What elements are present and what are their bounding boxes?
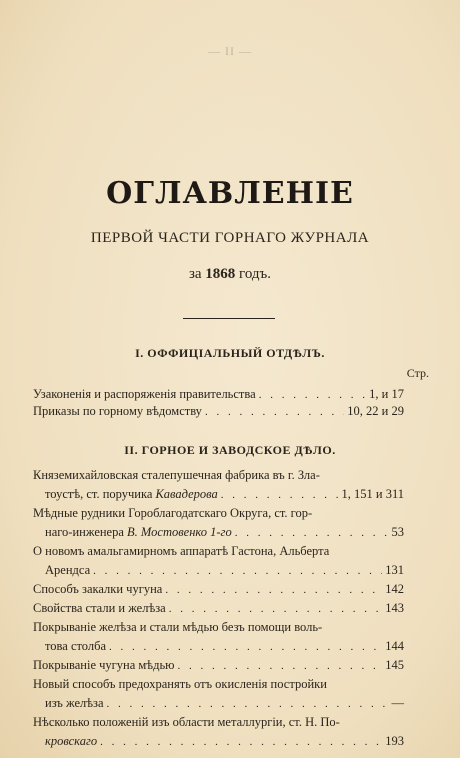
entry-title-cont: Арендса <box>45 563 91 577</box>
section-heading-official: I. ОФФИЦІАЛЬНЫЙ ОТДѢЛЪ. <box>135 346 325 360</box>
entry-title: Покрываніе чугуна мѣдью <box>33 658 175 672</box>
toc-entry[interactable] <box>33 713 404 752</box>
entry-author: Кавадерова <box>155 487 218 501</box>
leader-dots <box>169 600 383 619</box>
toc-entry[interactable] <box>33 618 404 657</box>
leader-dots <box>178 657 383 676</box>
page-title: ОГЛАВЛЕНІЕ <box>106 176 354 211</box>
section-heading-mining: II. ГОРНОЕ И ЗАВОДСКОЕ ДѢЛО. <box>124 443 336 457</box>
leader-dots <box>221 486 339 505</box>
year-suffix: годъ. <box>239 266 272 282</box>
divider-rule <box>183 318 275 319</box>
leader-dots <box>107 695 389 714</box>
page-column-label: Стр. <box>406 366 429 380</box>
toc-entry[interactable] <box>33 402 404 422</box>
entry-pages: 193 <box>385 734 404 748</box>
entry-title: Новый способъ предохранять отъ окисленія постройки <box>33 677 327 691</box>
entry-pages: 145 <box>385 658 404 672</box>
entry-title-cont: наго-инженера <box>45 525 124 539</box>
entry-title: Узаконенія и распоряженія правительства <box>33 387 256 401</box>
leader-dots <box>100 733 382 752</box>
entry-title: Княземихайловская сталепушечная фабрика въ г. Зла- <box>33 468 320 482</box>
toc-entry[interactable] <box>33 580 404 600</box>
entry-title: Свойства стали и желѣза <box>33 601 166 615</box>
year-prefix: за <box>188 266 202 282</box>
entry-author: кровскаго <box>45 734 98 748</box>
entry-title: Способъ закалки чугуна <box>33 582 163 596</box>
toc-entry[interactable] <box>33 504 404 543</box>
toc-entry[interactable] <box>33 542 404 581</box>
entry-author: В. Мостовенко 1-го <box>127 525 232 539</box>
entry-pages: 1, и 17 <box>369 387 404 401</box>
leader-dots <box>109 638 382 657</box>
entry-pages: 142 <box>385 582 404 596</box>
toc-entry[interactable] <box>33 675 404 714</box>
entry-pages: 143 <box>385 601 404 615</box>
toc-entry[interactable] <box>33 656 404 676</box>
leader-dots <box>235 524 389 543</box>
entry-pages: 53 <box>391 525 404 539</box>
toc-entry[interactable] <box>33 466 404 505</box>
year-line <box>0 266 460 283</box>
entry-pages: 10, 22 и 29 <box>347 404 404 418</box>
entry-title-cont: това столба <box>45 639 107 653</box>
page-marker: — II — <box>208 44 252 58</box>
entry-title: Приказы по горному вѣдомству <box>33 404 202 418</box>
leader-dots <box>93 562 382 581</box>
entry-title-cont: изъ желѣза <box>45 696 104 710</box>
entry-pages: — <box>391 696 404 710</box>
leader-dots <box>165 581 382 600</box>
year-value: 1868 <box>205 266 236 282</box>
entry-title: Покрываніе желѣза и стали мѣдью безъ помощи воль- <box>33 620 323 634</box>
entry-title: О новомъ амальгамирномъ аппаратѣ Гастона, Альберта <box>33 544 330 558</box>
entry-pages: 131 <box>385 563 404 577</box>
entry-title: Нѣсколько положеній изъ области металлургіи, ст. Н. По- <box>33 715 340 729</box>
entry-pages: 1, 151 и 311 <box>341 487 404 501</box>
entry-title: Мѣдные рудники Гороблагодатскаго Округа, ст. гор- <box>33 506 313 520</box>
toc-entry[interactable] <box>33 599 404 619</box>
leader-dots <box>205 403 344 422</box>
page-subtitle: ПЕРВОЙ ЧАСТИ ГОРНАГО ЖУРНАЛА <box>90 230 370 246</box>
entry-pages: 144 <box>385 639 404 653</box>
entry-title-cont: тоустѣ, ст. поручика <box>45 487 153 501</box>
